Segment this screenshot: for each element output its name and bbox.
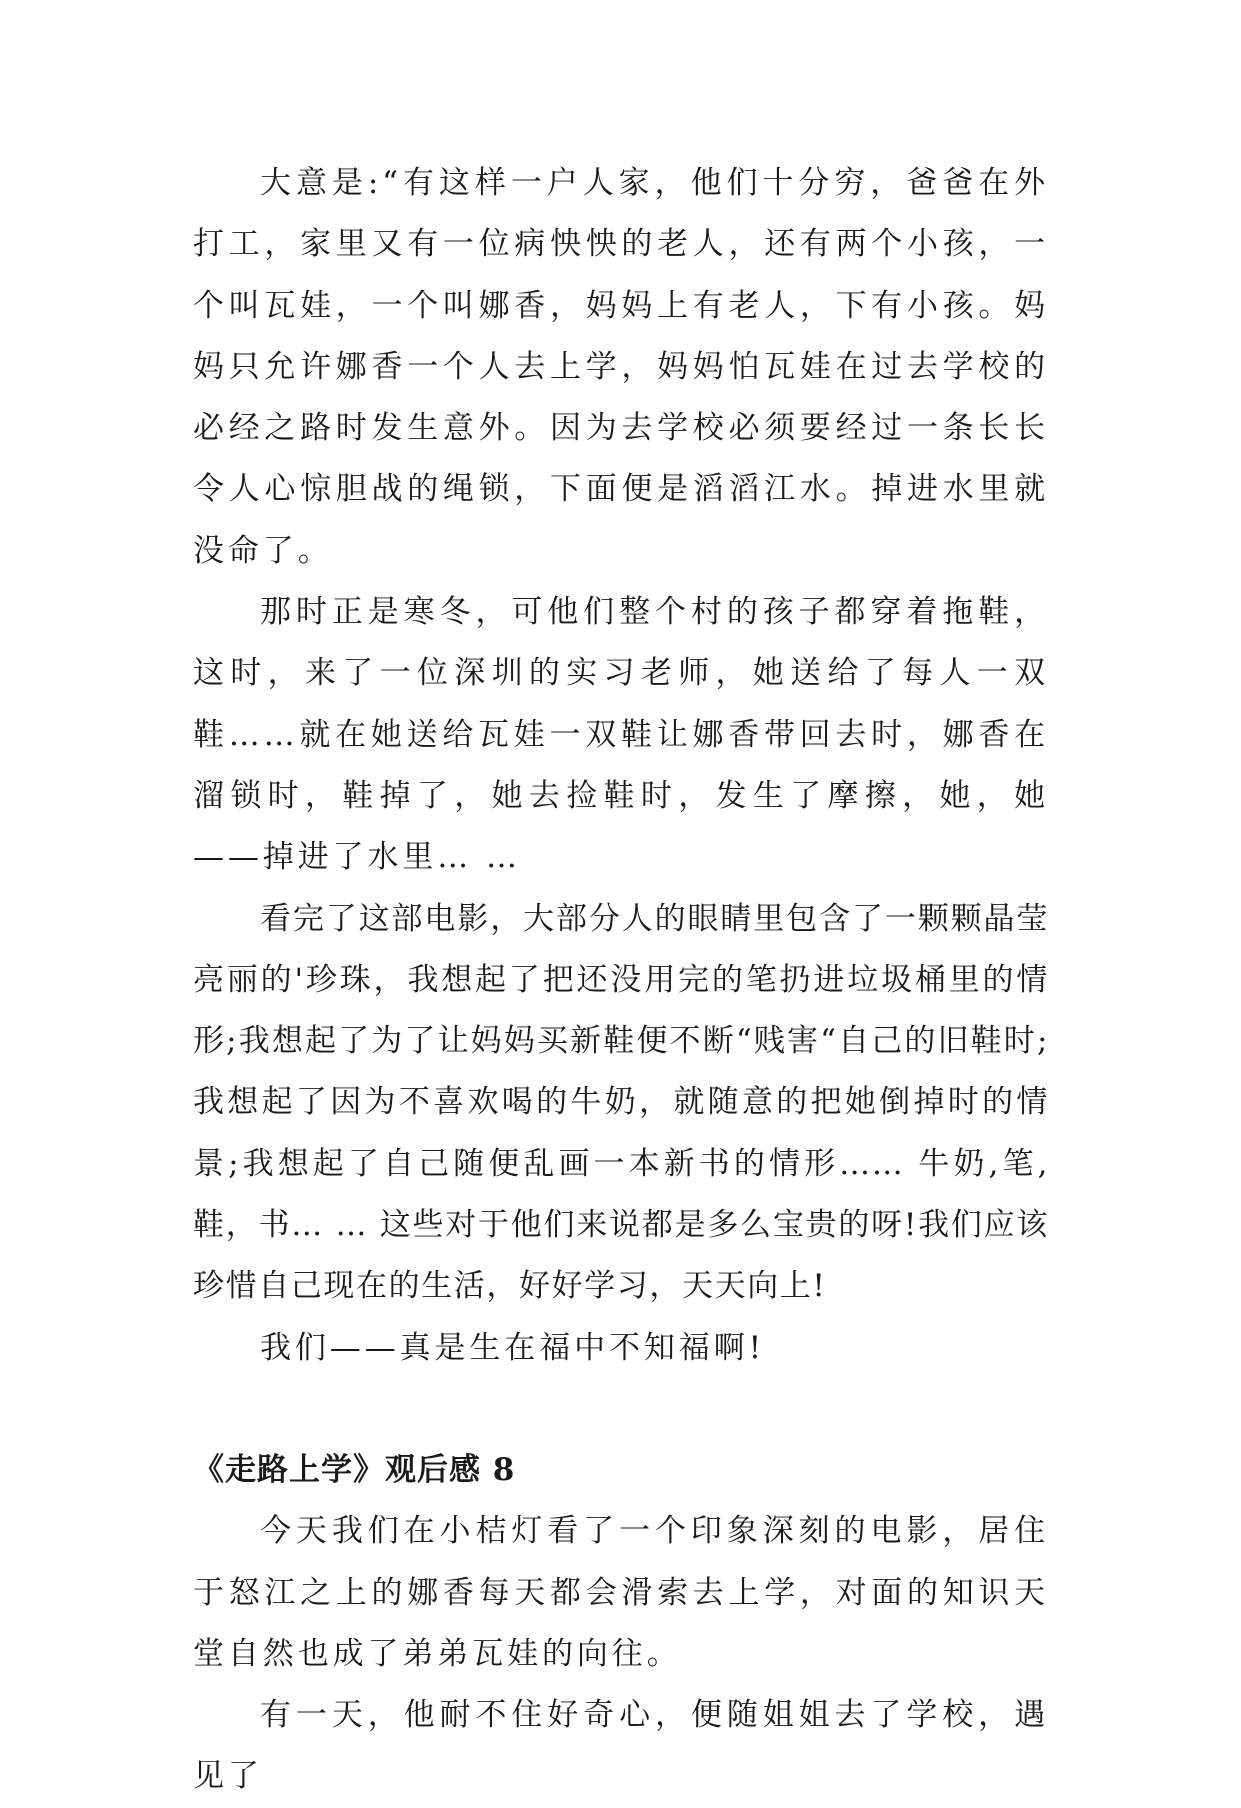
paragraph-conclusion: 我们——真是生在福中不知福啊! <box>260 1329 765 1366</box>
section-title: 《走路上学》观后感 8 <box>193 1451 516 1488</box>
section-spacer <box>193 1379 1049 1440</box>
paragraph-intro: 今天我们在小桔灯看了一个印象深刻的电影，居住于怒江之上的娜香每天都会滑索去上学，对面的知识天堂自然也成了弟弟瓦娃的向往。 <box>193 1513 1049 1672</box>
paragraph-one-day: 有一天，他耐不住好奇心，便随姐姐去了学校，遇见了 <box>193 1697 1049 1795</box>
document-page <box>193 153 1049 1808</box>
paragraph-winter-shoes: 那时正是寒冬，可他们整个村的孩子都穿着拖鞋，这时，来了一位深圳的实习老师，她送给了每人一双鞋……就在她送给瓦娃一双鞋让娜香带回去时，娜香在溜锁时，鞋掉了，她去捡鞋时，发生了摩擦，她，她——掉进了水里… … <box>193 594 1049 876</box>
paragraph-story-summary: 大意是:“有这样一户人家，他们十分穷，爸爸在外打工，家里又有一位病怏怏的老人，还有两个小孩，一个叫瓦娃，一个叫娜香，妈妈上有老人，下有小孩。妈妈只允许娜香一个人去上学，妈妈怕瓦娃在过去学校的必经之路时发生意外。因为去学校必须要经过一条长长令人心惊胆战的绳锁，下面便是滔滔江水。掉进水里就没命了。 <box>193 165 1049 569</box>
paragraph-reflection: 看完了这部电影，大部分人的眼睛里包含了一颗颗晶莹亮丽的'珍珠，我想起了把还没用完的笔扔进垃圾桶里的情形;我想起了为了让妈妈买新鞋便不断“贱害“自己的旧鞋时;我想起了因为不喜欢喝的牛奶，就随意的把她倒掉时的情景;我想起了自己随便乱画一本新书的情形…… 牛奶,笔,鞋，书… … 这些对于他们来说都是多么宝贵的呀!我们应该珍惜自己现在的生活，好好学习，天天向上! <box>193 900 1049 1305</box>
